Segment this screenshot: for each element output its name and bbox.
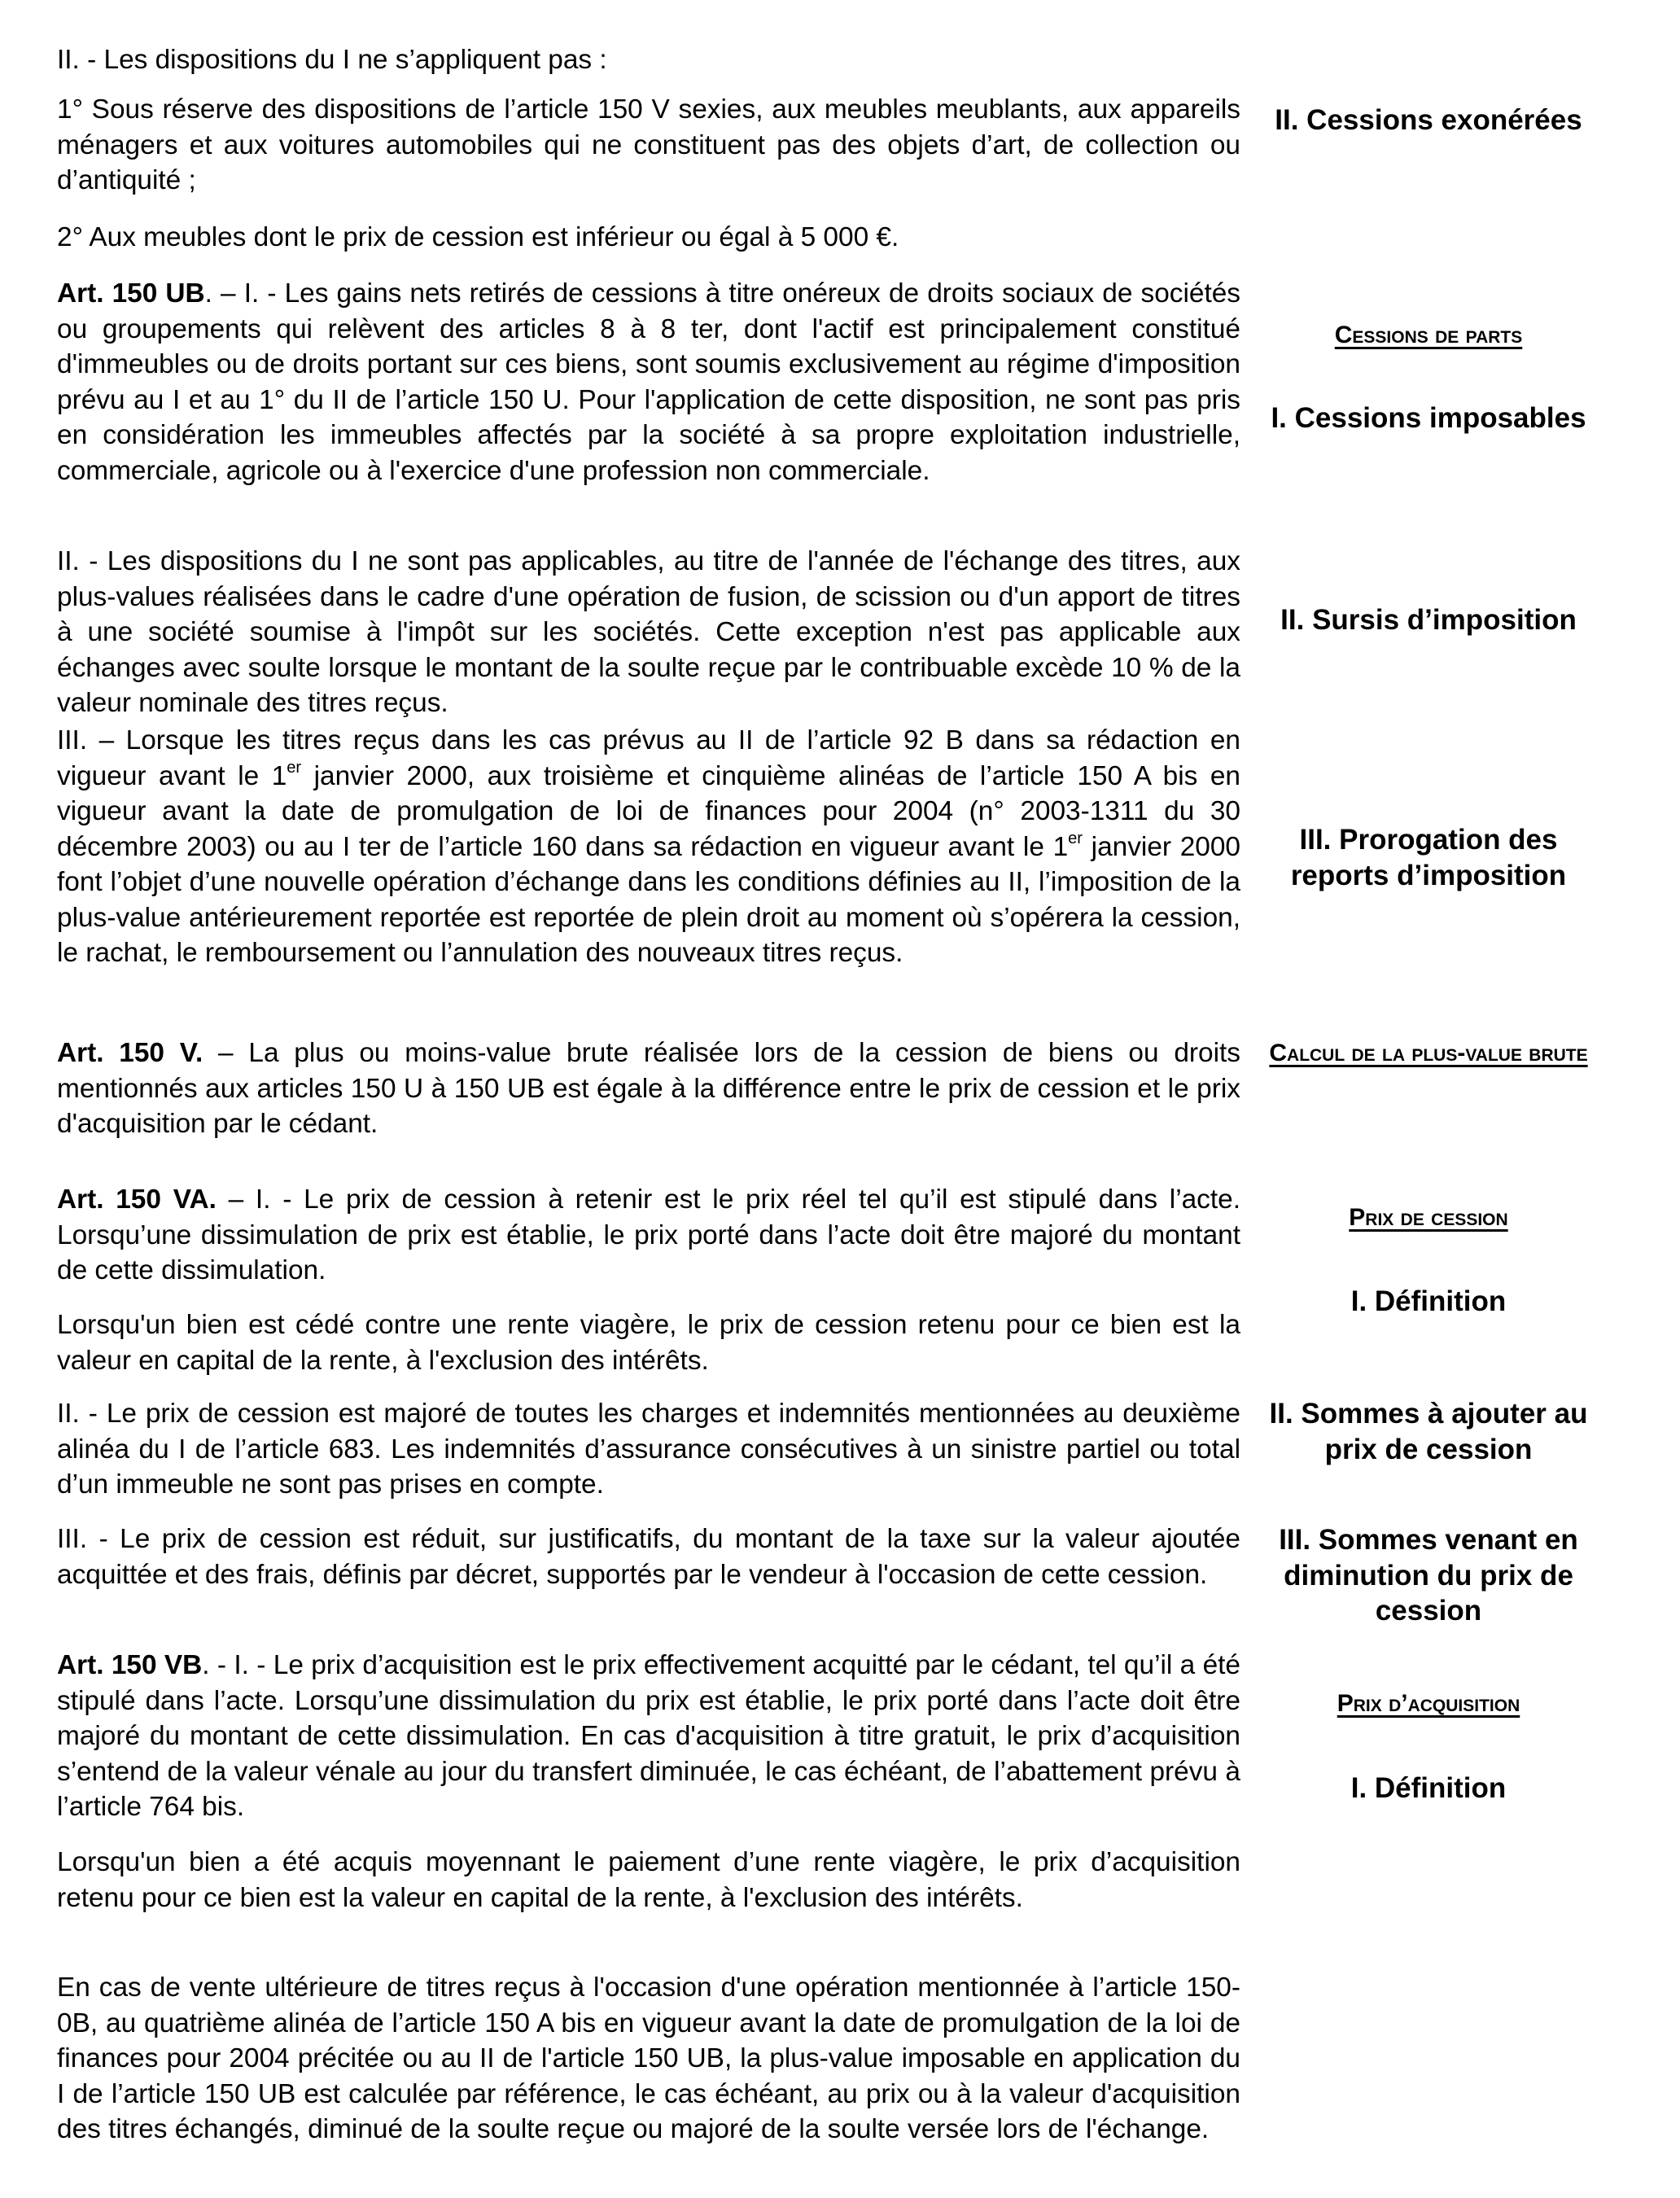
text: III. – Lorsque les titres reçus dans les cas prévus au II de l’article 92 B dans sa rédaction en vigueur avant le 1 — [57, 725, 1240, 791]
margin-section-heading: Prix de cession — [1349, 1204, 1508, 1231]
margin-heading: III. Prorogation des reports d’imposition — [1290, 824, 1567, 891]
paragraph — [57, 92, 1240, 199]
margin-section-heading: Prix d’acquisition — [1337, 1690, 1520, 1717]
text: 1° Sous réserve des dispositions de l’article 150 V sexies, aux meubles meublants, aux appareils ménagers et aux voitures automobiles qui ne constituent pas des objets d’art, de collection ou d’antiquité ; — [57, 94, 1240, 195]
article-label: Art. 150 V. — [57, 1038, 203, 1068]
paragraph — [57, 1845, 1240, 1916]
margin-heading: III. Sommes venant en diminution du prix de cession — [1279, 1524, 1578, 1627]
text: janvier 2000, aux troisième et cinquième alinéas de l’article 150 A bis en vigueur avant la date de promulgation de loi de finances pour 2004 (n° 2003-1311 du 30 décembre 2003) ou au I ter de l’article 160 dans sa rédaction en vigueur avant le 1 — [57, 760, 1240, 862]
paragraph — [57, 1522, 1240, 1592]
text: II. - Les dispositions du I ne sont pas applicables, au titre de l'année de l'échange des titres, aux plus-values réalisées dans le cadre d'une opération de fusion, de scission ou d'un apport de titres à une société soumise à l'impôt sur les sociétés. Cette exception n'est pas applicable aux échanges avec soulte lorsque le montant de la soulte reçue par le contribuable excède 10 % de la valeur nominale des titres reçus. — [57, 546, 1240, 718]
margin-section-heading: Calcul de la plus-value brute — [1269, 1040, 1588, 1066]
article-label: Art. 150 VA. — [57, 1184, 217, 1215]
paragraph — [57, 1970, 1240, 2148]
text: – I. - Le prix de cession à retenir est le prix réel tel qu’il est stipulé dans l’acte. Lorsqu’une dissimulation de prix est établie, le prix porté dans l’acte doit être majoré du montant de cette dissimulation. — [57, 1184, 1241, 1285]
paragraph — [57, 723, 1240, 971]
text: II. - Les dispositions du I ne s’appliquent pas : — [57, 45, 607, 75]
paragraph — [57, 1307, 1240, 1378]
margin-heading: I. Cessions imposables — [1271, 402, 1586, 434]
article-label: Art. 150 UB — [57, 278, 205, 309]
margin-heading: II. Sursis d’imposition — [1280, 604, 1577, 636]
text: En cas de vente ultérieure de titres reçus à l'occasion d'une opération mentionnée à l’article 150-0B, au quatrième alinéa de l’article 150 A bis en vigueur avant la date de promulgation de la loi de finances pour 2004 précitée ou au II de l'article 150 UB, la plus-value imposable en application du I de l’article 150 UB est calculée par référence, le cas échéant, au prix ou à la valeur d'acquisition des titres échangés, diminué de la soulte reçue ou majoré de la soulte versée lors de l'échange. — [57, 1973, 1240, 2144]
paragraph — [57, 220, 1240, 256]
text: . - I. - Le prix d’acquisition est le prix effectivement acquitté par le cédant, tel qu’il a été stipulé dans l’acte. Lorsqu’une dissimulation du prix est établie, le prix porté dans l’acte doit être majoré du montant de cette dissimulation. En cas d'acquisition à titre gratuit, le prix d’acquisition s’entend de la valeur vénale au jour du transfert diminuée, le cas échéant, de l’abattement prévu à l’article 764 bis. — [57, 1650, 1241, 1822]
article-150-v — [57, 1036, 1240, 1142]
article-150-va — [57, 1182, 1240, 1289]
article-150-vb — [57, 1648, 1240, 1825]
margin-heading: II. Cessions exonérées — [1275, 104, 1582, 136]
superscript: er — [287, 758, 302, 777]
article-label: Art. 150 VB — [57, 1650, 203, 1680]
margin-heading: I. Définition — [1350, 1772, 1507, 1804]
margin-heading: I. Définition — [1350, 1285, 1507, 1317]
superscript: er — [1068, 829, 1083, 847]
text: – La plus ou moins-value brute réalisée lors de la cession de biens ou droits mentionnés aux articles 150 U à 150 UB est égale à la différence entre le prix de cession et le prix d'acquisition par le cédant. — [57, 1038, 1240, 1139]
text: Lorsqu'un bien est cédé contre une rente viagère, le prix de cession retenu pour ce bien est la valeur en capital de la rente, à l'exclusion des intérêts. — [57, 1310, 1240, 1376]
margin-heading: II. Sommes à ajouter au prix de cession — [1269, 1398, 1588, 1465]
text: janvier 2000 font l’objet d’une nouvelle opération d’échange dans les conditions définies au II, l’imposition de la plus-value antérieurement reportée est reportée de plein droit au moment où s’opérera la cession, le rachat, le remboursement ou l’annulation des nouveaux titres reçus. — [57, 831, 1240, 968]
article-150-ub — [57, 276, 1240, 488]
margin-section-heading: Cessions de parts — [1334, 322, 1523, 348]
text: II. - Le prix de cession est majoré de toutes les charges et indemnités mentionnées au deuxième alinéa du I de l’article 683. Les indemnités d’assurance consécutives à un sinistre partiel ou total d’un immeuble ne sont pas prises en compte. — [57, 1399, 1240, 1500]
text: III. - Le prix de cession est réduit, sur justificatifs, du montant de la taxe sur la valeur ajoutée acquittée et des frais, définis par décret, supportés par le vendeur à l'occasion de cette cession. — [57, 1524, 1240, 1590]
text: Lorsqu'un bien a été acquis moyennant le paiement d’une rente viagère, le prix d’acquisition retenu pour ce bien est la valeur en capital de la rente, à l'exclusion des intérêts. — [57, 1847, 1240, 1913]
text: . – I. - Les gains nets retirés de cessions à titre onéreux de droits sociaux de sociétés ou groupements qui relèvent des articles 8 à 8 ter, dont l'actif est principalement constitué d'immeubles ou de droits portant sur ces biens, sont soumis exclusivement au régime d'imposition prévu au I et au 1° du II de l’article 150 U. Pour l'application de cette disposition, ne sont pas pris en considération les immeubles affectés par la société à sa propre exploitation industrielle, commerciale, agricole ou à l'exercice d'une profession non commerciale. — [57, 278, 1240, 486]
paragraph — [57, 1396, 1240, 1503]
paragraph — [57, 544, 1240, 721]
paragraph — [57, 42, 1240, 78]
text: 2° Aux meubles dont le prix de cession est inférieur ou égal à 5 000 €. — [57, 222, 899, 252]
